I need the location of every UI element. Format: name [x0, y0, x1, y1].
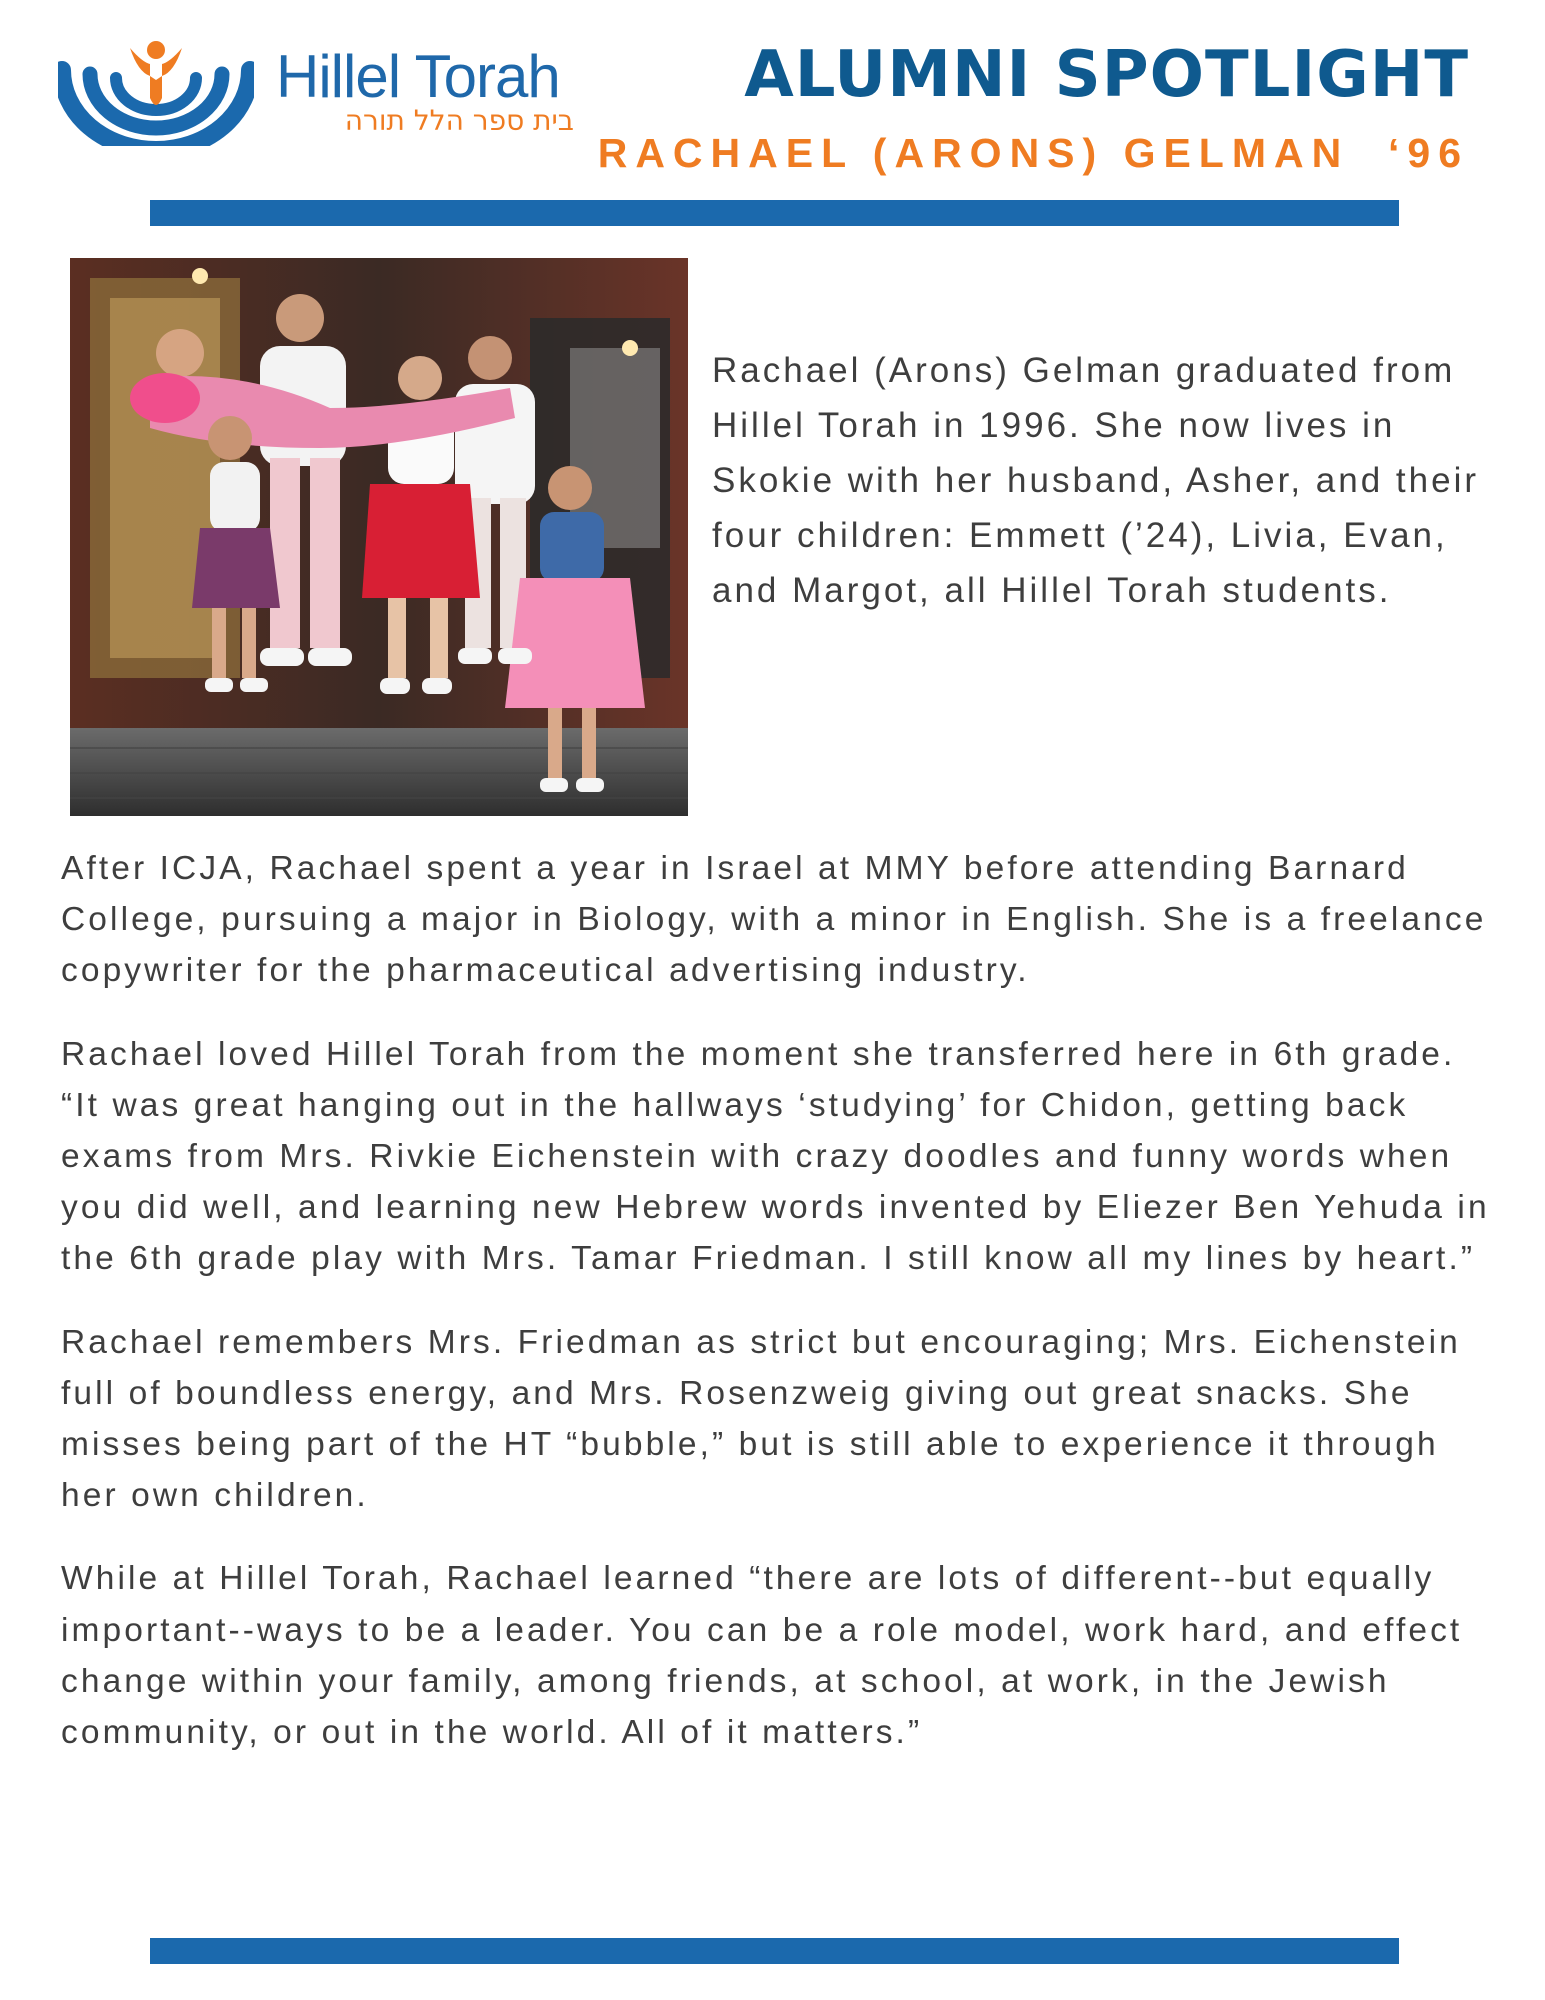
paragraph-memories: Rachael loved Hillel Torah from the moment she transferred here in 6th grade. “It was great hanging out in the hallways ‘studying’ for Chidon, getting back exams from Mrs. Rivkie Eichenstein with crazy doodles and funny words when you did well, and learning new Hebrew words invented by Eliezer Ben Yehuda in the 6th grade play with Mrs. Tamar Friedman. I still know all my lines by heart.”	[61, 1035, 1490, 1278]
paragraph-education: After ICJA, Rachael spent a year in Israel at MMY before attending Barnard College, pursuing a major in Biology, with a minor in English. She is a freelance copywriter for the pharmaceutical advertising industry.	[61, 850, 1487, 990]
family-photo-icon	[70, 258, 688, 816]
paragraph-teachers: Rachael remembers Mrs. Friedman as strict but encouraging; Mrs. Eichenstein full of boundless energy, and Mrs. Rosenzweig giving out great snacks. She misses being part of the HT “bubble,” but is still able to experience it through her own children.	[61, 1323, 1461, 1515]
top-divider	[150, 200, 1399, 226]
menorah-logo-icon	[58, 36, 254, 146]
page-title: ALUMNI SPOTLIGHT	[744, 38, 1469, 112]
family-photo	[70, 258, 688, 816]
bottom-divider	[150, 1938, 1399, 1964]
article-body	[61, 843, 1501, 1790]
page-subtitle: RACHAEL (ARONS) GELMAN ‘96	[597, 130, 1469, 176]
logo-hebrew-wordmark: בית ספר הלל תורה	[344, 104, 574, 137]
logo-wordmark: Hillel Torah	[276, 43, 560, 110]
hillel-torah-logo	[58, 36, 578, 146]
paragraph-leadership: While at Hillel Torah, Rachael learned “there are lots of different--but equally important--ways to be a leader. You can be a role model, work hard, and effect change within your family, among friends, at school, at work, in the Jewish community, or out in the world. All of it matters.”	[61, 1560, 1463, 1752]
intro-paragraph: Rachael (Arons) Gelman graduated from Hillel Torah in 1996. She now lives in Skokie with her husband, Asher, and their four children: Emmett (’24), Livia, Evan, and Margot, all Hillel Torah students.	[712, 351, 1480, 610]
